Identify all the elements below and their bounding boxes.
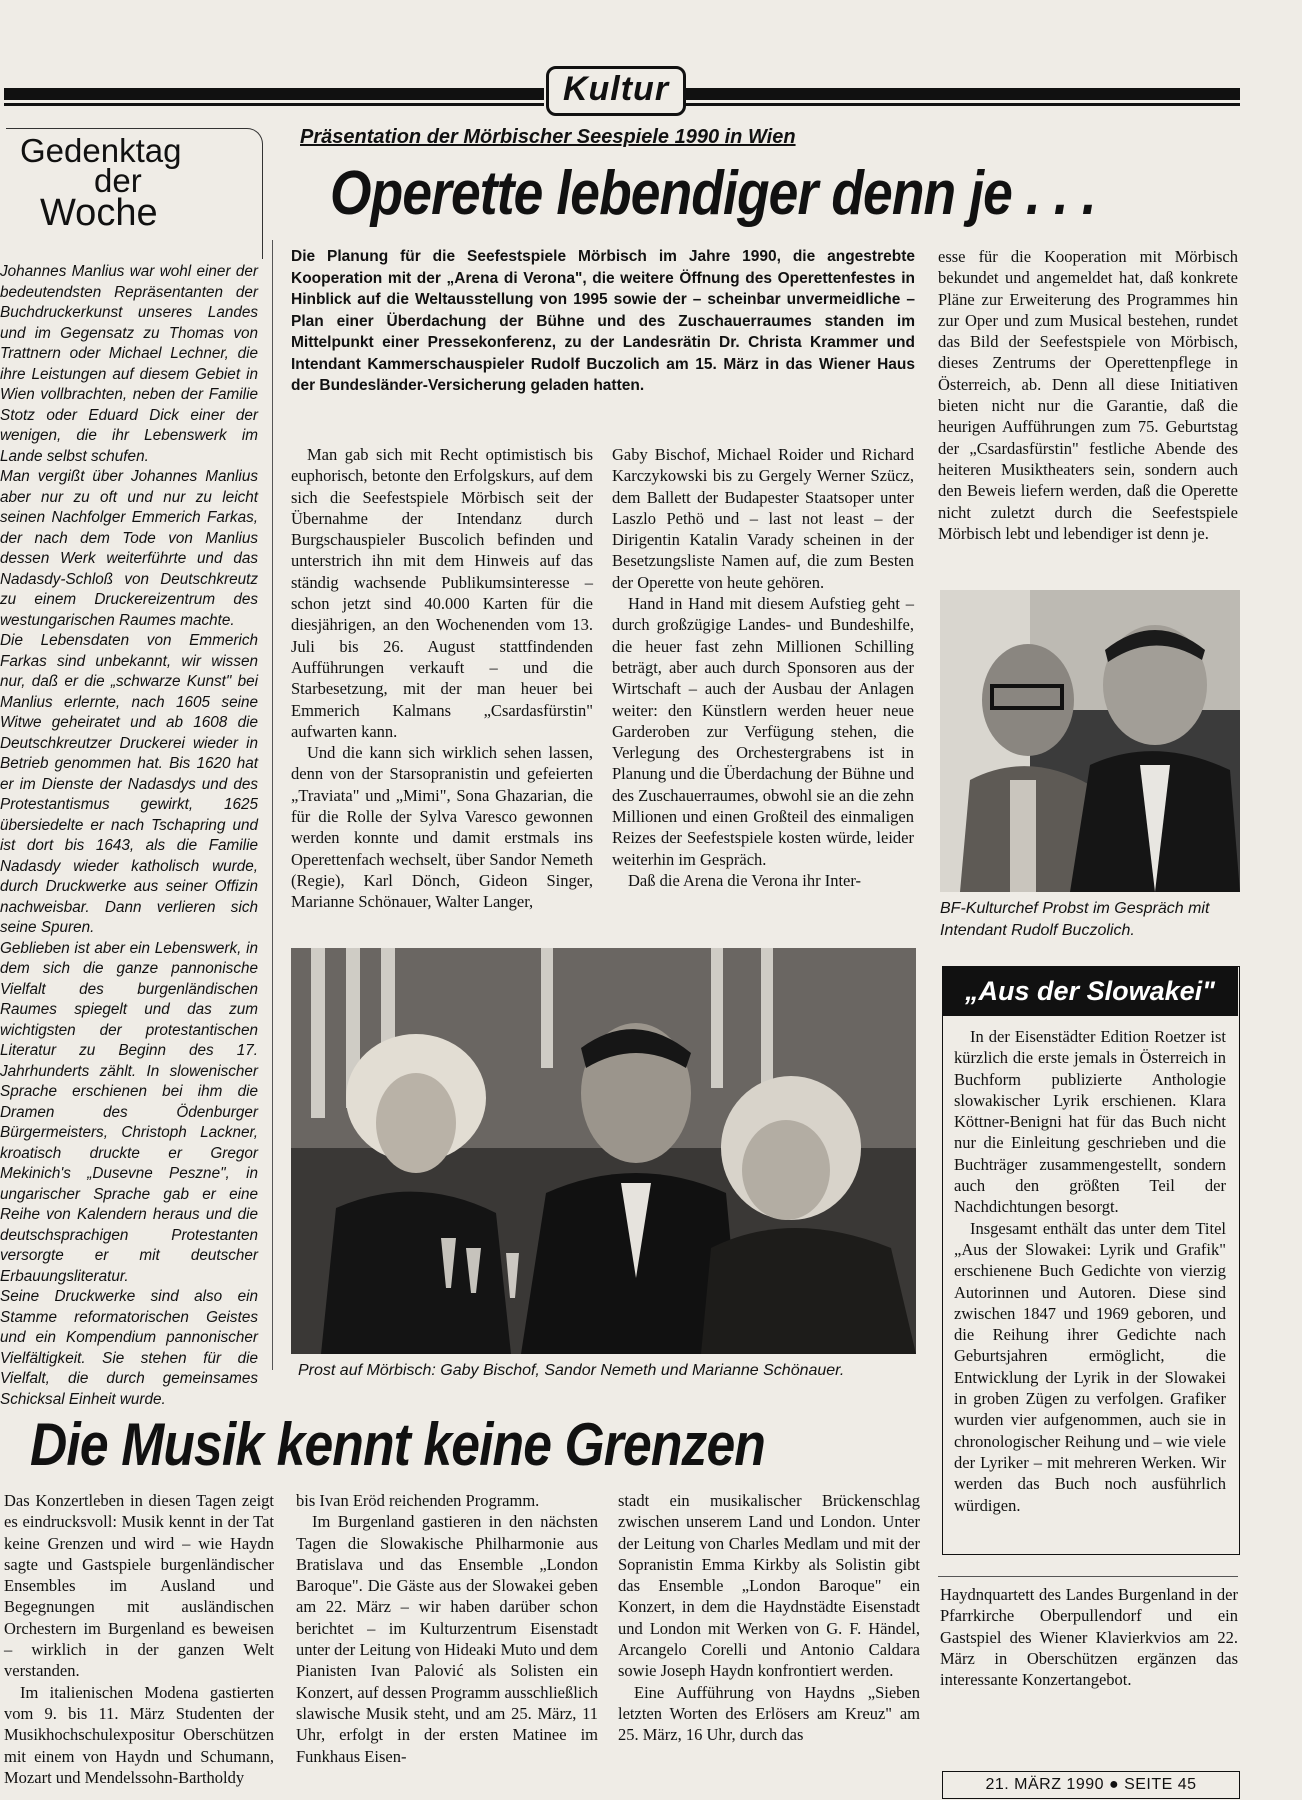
column-divider (938, 1576, 1238, 1577)
paragraph: stadt ein musikalischer Brückenschlag zwischen unserem Land und London. Unter der Leitung von Charles Medlam und mit der Sopranistin Emma Kirkby als Solistin gibt das Ensemble „London Baroque" ein Konzert, in dem die Haydnstädte Eisenstadt und London mit Werken von G. F. Händel, Arcangelo Corelli und Antonio Caldara sowie Joseph Haydn konfrontiert werden. (618, 1491, 920, 1681)
musik-column-3 (618, 1490, 920, 1746)
operette-column-3 (938, 246, 1238, 544)
operette-column-2 (612, 444, 914, 891)
paragraph: Haydnquartett des Landes Burgenland in der Pfarrkirche Oberpullendorf und ein Gastspiel des Wiener Klavierkvios am 22. März in Oberschützen ergänzen das interessante Konzertangebot. (940, 1585, 1238, 1690)
article-kicker: Präsentation der Mörbischer Seespiele 1990 in Wien (300, 126, 796, 148)
header-rule-right (684, 88, 1240, 100)
musik-column-4 (940, 1584, 1238, 1690)
page-footer: 21. MÄRZ 1990 ● SEITE 45 (942, 1771, 1240, 1799)
paragraph: Daß die Arena die Verona ihr Inter- (628, 870, 862, 890)
paragraph: Eine Aufführung von Haydns „Sieben letzten Worten des Erlösers am Kreuz" am 25. März, 16 Uhr, durch das (618, 1682, 920, 1745)
photo-illustration (940, 590, 1240, 892)
paragraph: Im italienischen Modena gastierten vom 9. bis 11. März Studenten der Musikhochschulexpositur Oberschützen mit einem von Haydn und Schumann, Mozart und Mendelssohn-Bartholdy (4, 1682, 274, 1787)
paragraph: In der Eisenstädter Edition Roetzer ist kürzlich die erste jemals in Österreich in Buchform publizierte Anthologie slowakischer Lyrik erschienen. Klara Köttner-Benigni hat für das Buch nicht nur die Einleitung geschrieben und die Buchträger zusammengestellt, sondern auch den größten Teil der Nachdichtungen besorgt. (954, 1027, 1226, 1217)
paragraph: Man vergißt über Johannes Manlius aber nur zu oft und nur zu leicht seinen Nachfolger Emmerich Farkas, der nach dem Tode von Manlius dessen Werk weiterführte und das Nadasdy-Schloß von Deutschkreutz zu einem Druckereizentrum des westungarischen Raumes machte. (0, 468, 258, 629)
article-headline: Operette lebendiger denn je . . . (330, 159, 1096, 228)
article-lead: Die Planung für die Seefestspiele Mörbisch im Jahre 1990, die angestrebte Kooperation mit der „Arena di Verona", die weitere Öffnung des Operettenfestes in Hinblick auf die Weltausstellung von 1995 sowie der – scheinbar unvermeidliche – Plan einer Überdachung der Bühne und des Zuschauerraumes standen im Mittelpunkt einer Pressekonferenz, zu der Landesrätin Dr. Christa Krammer und Intendant Kammerschauspieler Rudolf Buczolich am 15. März in das Wiener Haus der Bundesländer-Versicherung geladen hatten. (291, 248, 915, 394)
gedenktag-title-line: Gedenktag (20, 132, 182, 169)
paragraph: Johannes Manlius war wohl einer der bedeutendsten Repräsentanten der Buchdruckerkunst unseres Landes und im Gegensatz zu Thomas von Trattnern oder Michael Lechner, die ihre Leistungen auf diesem Gebiet in Wien vollbrachten, neben der Familie Stotz oder Eduard Dick einer der wenigen, die ihr Lebenswerk im Lande selbst schufen. (0, 263, 258, 465)
paragraph: Gaby Bischof, Michael Roider und Richard Karczykowski bis zu Gergely Werner Szücz, dem Ballett der Budapester Staatsoper unter Laszlo Pethö und – last not least – der Dirigentin Katalin Varady scheinen in der Besetzungsliste Namen auf, die zum Besten der Operette von heute gehören. (612, 445, 914, 592)
photo-center-caption: Prost auf Mörbisch: Gaby Bischof, Sandor Nemeth und Marianne Schönauer. (298, 1362, 845, 1379)
gedenktag-title (20, 132, 181, 232)
paragraph: Geblieben ist aber ein Lebenswerk, in dem sich die ganze pannonische Vielfalt des burgenländischen Raumes spiegelt und das zum wichtigsten der protestantischen Literatur zu Beginn des 17. Jahrhunderts zählt. In slowenischer Sprache erschienen bei ihm die Dramen des Ödenburger Bürgermeisters, Christoph Lackner, kroatisch druckte er Gregor Mekinich's „Dusevne Peszne", in ungarischer Sprache gab er eine Reihe von Kalendern heraus und die deutschsprachigen Protestanten versorgte er mit deutscher Erbauungsliteratur. (0, 939, 258, 1285)
slowakei-body (954, 1026, 1226, 1516)
paragraph: Insgesamt enthält das unter dem Titel „Aus der Slowakei: Lyrik und Grafik" erschienene Buch Gedichte von vierzig Autorinnen und Autoren. Diese sind zwischen 1847 und 1969 geboren, und die Reihung ihrer Gedichte nach Geburtsjahren ermöglicht, die Entwicklung der Lyrik in der Slowakei in groben Zügen zu verfolgen. Grafiker wurden vier aufgenommen, auch sie in chronologischer Reihung und – wie viele der Lyriker – mit mehreren Werken. Wir werden das Buch noch ausführlich würdigen. (954, 1218, 1226, 1515)
paragraph: Das Konzertleben in diesen Tagen zeigt es eindrucksvoll: Musik kennt in der Tat keine Grenzen und wird – wie Haydn sagte und Gastspiele burgenländischer Ensembles im Ausland und Begegnungen mit ausländischen Orchestern im Burgenland es beweisen – wirklich in der ganzen Welt verstanden. (4, 1491, 274, 1681)
section-logo: Kultur (546, 66, 686, 116)
paragraph: Hand in Hand mit diesem Aufstieg geht – durch großzügige Landes- und Bundeshilfe, die heuer fast zehn Millionen Schilling beträgt, aber auch durch Sponsoren aus der Wirtschaft – auch der Ausbau der Anlagen weiter: den Künstlern werden heuer neue Garderoben zur Verfügung stehen, die Verlegung des Orchestergrabens ist in Planung und die Überdachung der Bühne und des Zuschauerraumes, obwohl sie an die zehn Millionen und einen Großteil des einmaligen Reizes der Seefestspiele kosten würde, leider weiterhin im Gespräch. (612, 594, 914, 869)
paragraph: Man gab sich mit Recht optimistisch bis euphorisch, betonte den Erfolgskurs, auf dem sich die Seefestspiele Mörbisch seit der Übernahme der Intendanz durch Burgschauspieler Buscolich befinden und unterstrich ihn mit dem Hinweis auf das ständig wachsende Publikumsinteresse – schon jetzt sind 40.000 Karten für die diesjährigen, an den Wochenenden vom 13. Juli bis 26. August stattfindenden Aufführungen verkauft – und die Starbesetzung, mit der man heuer bei Emmerich Kalmans „Csardasfürstin" aufwarten kann. (291, 445, 593, 741)
operette-column-1 (291, 444, 593, 913)
slowakei-title: „Aus der Slowakei" (942, 966, 1238, 1016)
gedenktag-title-line: der (94, 162, 142, 199)
header-rule-left (4, 88, 544, 100)
paragraph: Im Burgenland gastieren in den nächsten Tagen die Slowakische Philharmonie aus Bratislava und das Ensemble „London Baroque". Die Gäste aus der Slowakei geben am 22. März – wir haben darüber schon berichtet – im Kulturzentrum Eisenstadt unter der Leitung von Hideaki Muto und dem Pianisten Ivan Palović als Solisten ein Konzert, auf dessen Programm ausschließlich slawische Musik steht, und am 25. März, 11 Uhr, erfolgt in der ersten Matinee im Funkhaus Eisen- (296, 1512, 598, 1766)
column-divider (272, 240, 273, 1370)
paragraph: esse für die Kooperation mit Mörbisch bekundet und angemeldet hat, daß konkrete Pläne zur Erweiterung des Programmes hin zur Oper und zum Musical bestehen, rundet das Bild der Seefestspiele von Mörbisch, dieses Zentrums der Operettenpflege in Österreich, ab. Denn all diese Initiativen bieten nicht nur die Garantie, daß die heurigen Aufführungen zum 75. Geburtstag der „Csardasfürstin" festliche Abende des heiteren Musiktheaters sein, sondern auch den Beweis liefern werden, daß die Operette nicht zuletzt durch die Seefestspiele Mörbisch lebt und lebendiger ist denn je. (938, 247, 1238, 543)
musik-headline: Die Musik kennt keine Grenzen (30, 1411, 765, 1478)
photo-prost-auf-moerbisch (291, 948, 916, 1354)
musik-column-1 (4, 1490, 274, 1788)
paragraph: Die Lebensdaten von Emmerich Farkas sind unbekannt, wir wissen nur, daß er die „schwarze Kunst" bei Manlius erlernte, nach 1605 seine Witwe geheiratet und ab 1608 die Deutschkreutzer Druckerei wieder in Betrieb genommen hat. Bis 1620 hat er im Dienste der Nadasdys und des Protestantismus gewirkt, 1625 übersiedelte er nach Tschapring und ist dort bis 1643, als die Familie Nadasdy wieder katholisch wurde, durch Druckwerke aus seiner Offizin nachweisbar. Dann verlieren sich seine Spuren. (0, 632, 258, 936)
paragraph: bis Ivan Eröd reichenden Programm. (296, 1491, 540, 1510)
photo-right-caption: BF-Kulturchef Probst im Gespräch mit Intendant Rudolf Buczolich. (940, 900, 1210, 939)
photo-illustration (291, 948, 916, 1354)
paragraph: Und die kann sich wirklich sehen lassen, denn von der Starsopranistin und gefeierten „Traviata" und „Mimi", Sona Ghazarian, die für die Rolle der Sylva Varesco gewonnen werden konnte und damit erstmals ins Operettenfach wechselt, über Sandor Nemeth (Regie), Karl Dönch, Gideon Singer, Marianne Schönauer, Walter Langer, (291, 743, 593, 912)
photo-probst-buczolich (940, 590, 1240, 892)
gedenktag-body (0, 262, 258, 1410)
paragraph: Seine Druckwerke sind also ein Stamme reformatorischen Geistes und ein Kompendium pannonischer Vielfältigkeit. Sie stehen für die Vielfalt, die durch gemeinsames Schicksal Einheit wurde. (0, 1288, 258, 1408)
gedenktag-title-line: Woche (40, 192, 158, 234)
musik-column-2 (296, 1490, 598, 1767)
